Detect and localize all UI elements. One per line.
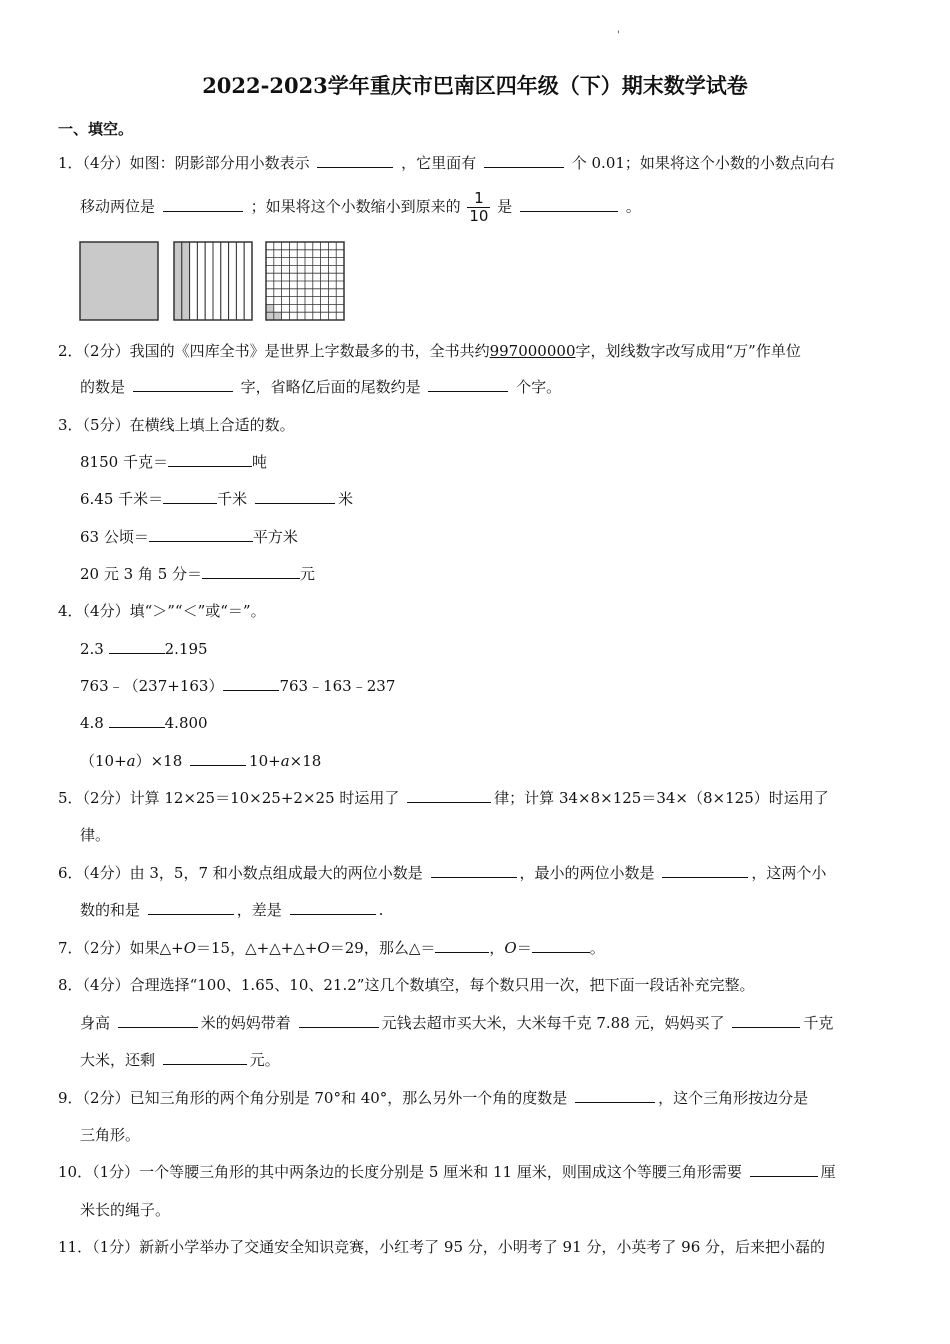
q4-item-c: 4.8 4.800 [80,714,208,732]
q4-blank-a[interactable] [109,638,165,654]
q8-blank-kg[interactable] [732,1012,800,1028]
hundredth-shaded-cell [274,312,282,320]
q7-blank-o[interactable] [532,937,590,953]
tenth-column [190,242,198,320]
q3-head: 3．（5分）在横线上填上合适的数。 [58,416,295,434]
decimal-figures [78,240,378,322]
q1-blank-decimal[interactable] [317,152,393,168]
q8-line2: 大米，还剩 元。 [80,1051,280,1069]
tenth-column [182,242,190,320]
q10-line2: 米长的绳子。 [80,1201,171,1219]
q1-blank-count[interactable] [484,152,564,168]
q1-blank-shrunk[interactable] [520,196,618,212]
tenth-column [174,242,182,320]
q1-text: 1．（4分）如图：阴影部分用小数表示 [58,154,310,172]
tenth-column [213,242,221,320]
hundredth-shaded-cell [266,304,274,312]
tenth-column [205,242,213,320]
hundredth-shaded-cell [266,312,274,320]
tenth-column [229,242,237,320]
q8-blank-left[interactable] [163,1049,247,1065]
q11-line1: 11．（1分）新新小学举办了交通安全知识竞赛，小红考了 95 分，小明考了 91 分，小英考了 96 分，后来把小磊的 [58,1238,826,1256]
q3-blank-d[interactable] [202,563,300,579]
q9-blank-angle[interactable] [575,1087,655,1103]
q1-line2 [80,189,641,225]
q2-blank-wan[interactable] [133,376,233,392]
q10-blank-length[interactable] [750,1161,818,1177]
q2-line1 [58,340,801,362]
tenth-column [221,242,229,320]
q8-blank-money[interactable] [299,1012,379,1028]
q4-item-d: （10+a）×18 10+a×18 [80,752,322,770]
q1-line1 [58,152,835,174]
header-mark: ' [617,30,620,41]
q1-text: 。 [625,197,641,216]
q5-line2: 律。 [80,826,111,844]
q3-item-c: 63 公顷＝ 平方米 [80,528,298,546]
q7-blank-triangle[interactable] [435,937,489,953]
q2-text: 字，省略亿后面的尾数约是 [240,378,421,396]
q8-blank-height[interactable] [118,1012,198,1028]
q2-text: 的数是 [80,378,126,396]
figure-whole-square [80,242,158,320]
q8-head: 8．（4分）合理选择“100、1.65、10、21.2”这几个数填空，每个数只用一次，把下面一段话补充完整。 [58,976,755,994]
figure-tenths-strip [174,242,252,320]
q3-blank-b2[interactable] [255,488,335,504]
tenth-column [236,242,244,320]
q1-text: 个 0.01；如果将这个小数的小数点向右 [571,154,835,172]
q10-line1: 10．（1分）一个等腰三角形的其中两条边的长度分别是 5 厘米和 11 厘米，则围成这个等腰三角形需要 厘 [58,1163,836,1181]
q2-underlined-number: 997000000 [489,342,576,360]
q3-blank-c[interactable] [149,526,253,542]
q5-blank-1[interactable] [407,787,491,803]
q6-line1: 6．（4分）由 3，5，7 和小数点组成最大的两位小数是 ，最小的两位小数是 ，这两个小 [58,864,827,882]
q6-blank-sum[interactable] [148,899,234,915]
q4-item-b: 763﹣（237+163） 763﹣163﹣237 [80,677,396,695]
q1-text: ；如果将这个小数缩小到原来的 [250,197,461,216]
q6-blank-diff[interactable] [290,899,376,915]
q4-item-a: 2.3 2.195 [80,640,208,658]
q2-text: 2．（2分）我国的《四库全书》是世界上字数最多的书，全书共约 [58,342,490,360]
q2-text: 个字。 [516,378,562,396]
tenth-column [244,242,252,320]
q4-blank-b[interactable] [223,675,279,691]
fraction-one-tenth: $\frac{1}{10}$ [469,189,489,225]
q6-blank-max[interactable] [431,862,517,878]
q2-blank-yi[interactable] [428,376,508,392]
q2-line2 [80,376,561,398]
q4-blank-c[interactable] [109,712,165,728]
tenth-column [197,242,205,320]
q3-item-d: 20 元 3 角 5 分＝ 元 [80,565,316,583]
q1-blank-moved[interactable] [163,196,243,212]
section-fill-blanks: 一、填空。 [58,120,134,138]
q1-text: 移动两位是 [80,197,156,216]
q4-head: 4．（4分）填“＞”“＜”或“＝”。 [58,602,266,620]
q1-text: 是 [497,197,513,216]
q4-blank-d[interactable] [190,750,246,766]
q3-blank-a[interactable] [168,451,252,467]
q3-item-b: 6.45 千米＝ 千米 米 [80,490,353,508]
q7-line: 7．（2分）如果△+O＝15，△+△+△+O＝29，那么△＝ ，O＝ 。 [58,939,605,957]
q6-line2: 数的和是 ，差是 . [80,901,384,919]
q2-text: 字，划线数字改写成用“万”作单位 [575,342,801,360]
q6-blank-min[interactable] [662,862,748,878]
q9-line1: 9．（2分）已知三角形的两个角分别是 70°和 40°，那么另外一个角的度数是 ，这个三角形按边分是 [58,1089,809,1107]
q3-blank-b1[interactable] [163,488,217,504]
q3-item-a: 8150 千克＝ 吨 [80,453,267,471]
q8-line1: 身高 米的妈妈带着 元钱去超市买大米，大米每千克 7.88 元，妈妈买了 千克 [80,1014,834,1032]
page-title: 2022-2023学年重庆市巴南区四年级（下）期末数学试卷 [202,73,748,98]
q1-text: ，它里面有 [401,154,477,172]
q5-line1: 5．（2分）计算 12×25＝10×25+2×25 时运用了 律；计算 34×8×125＝34×（8×125）时运用了 [58,789,829,807]
q9-line2: 三角形。 [80,1126,141,1144]
figure-hundredths-grid [266,242,344,320]
